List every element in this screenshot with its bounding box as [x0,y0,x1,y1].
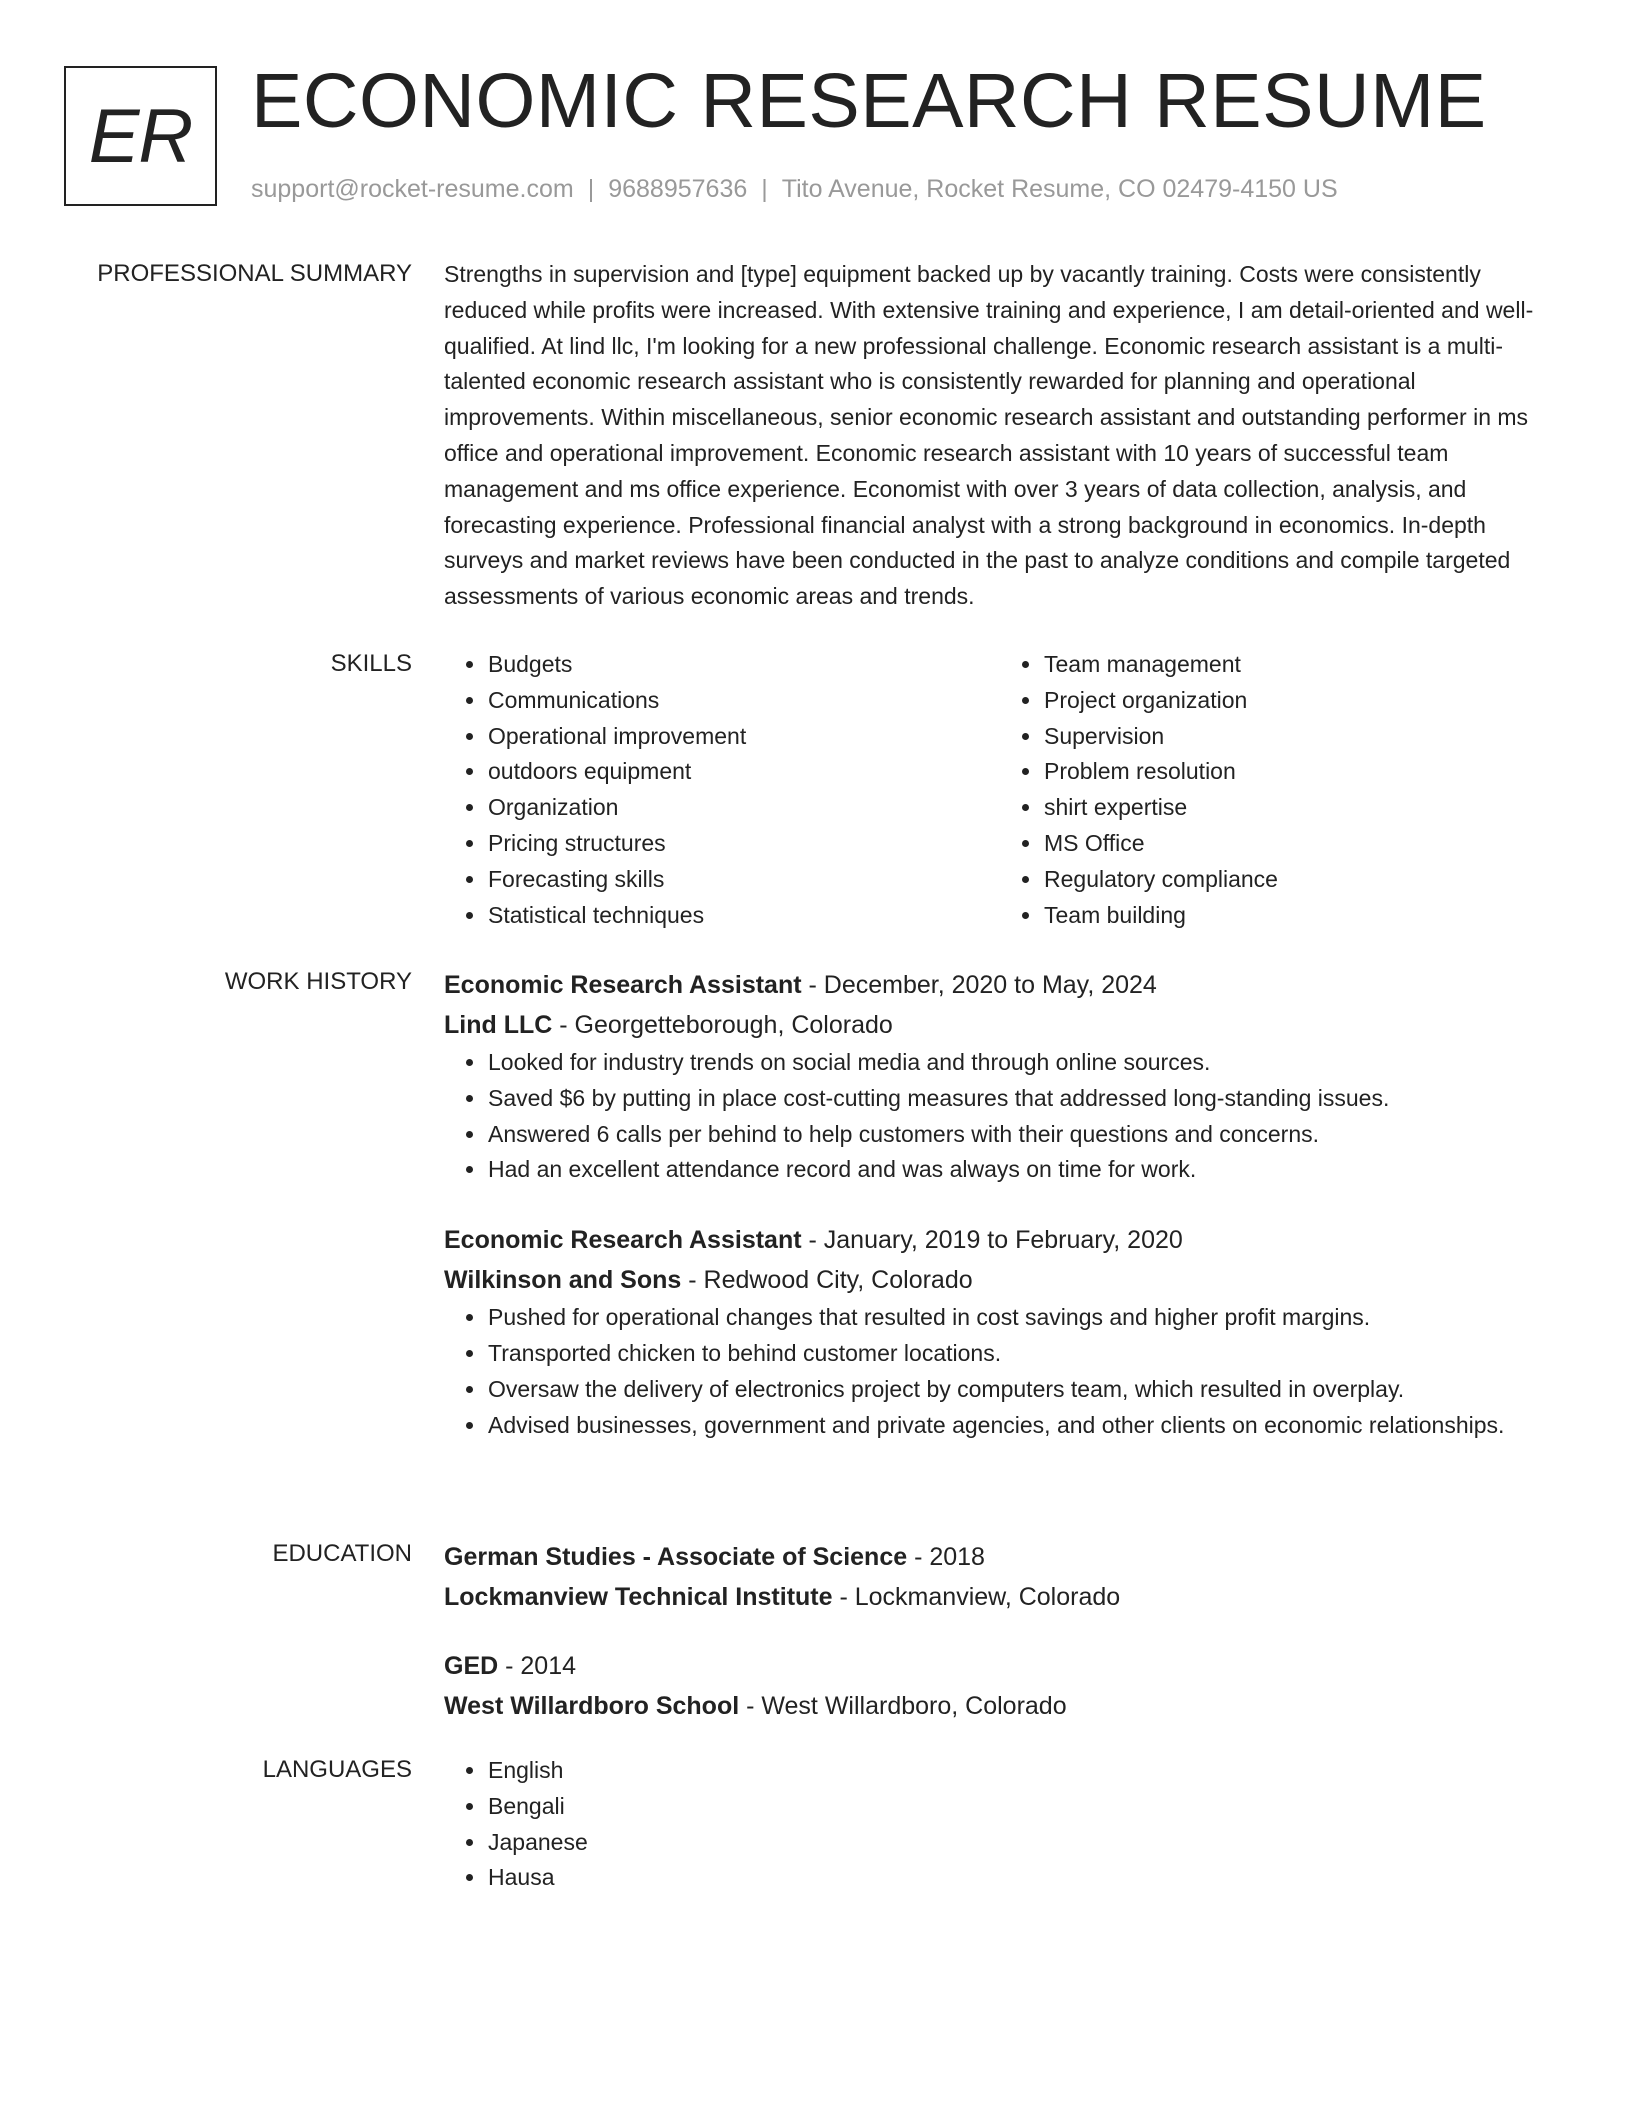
job-location: - Redwood City, Colorado [681,1266,973,1295]
skill-item: • Organization [487,790,1000,826]
skill-item: • Statistical techniques [487,898,1000,934]
contact-separator: | [587,175,595,203]
language-item: • Japanese [487,1825,1556,1861]
skill-item: • Regulatory compliance [1043,862,1556,898]
summary-body [444,257,1556,615]
education-degree-line [444,1537,1556,1577]
education-year: - 2014 [498,1652,577,1680]
education-school-line [444,1577,1556,1617]
skill-item: • Project organization [1043,683,1556,719]
skill-item: • outdoors equipment [487,754,1000,790]
skill-item: • Budgets [487,647,1000,683]
contact-address: Tito Avenue, Rocket Resume, CO 02479-4150 US [781,175,1338,203]
skill-item: • Operational improvement [487,719,1000,755]
skill-item: • Supervision [1043,719,1556,755]
education-location: - West Willardboro, Colorado [739,1692,1067,1720]
education-school: Lockmanview Technical Institute [444,1583,833,1611]
job-bullet: • Transported chicken to behind customer locations. [487,1336,1556,1372]
education-school-line [444,1686,1556,1726]
job-bullets [444,1045,1556,1188]
education-location: - Lockmanview, Colorado [832,1583,1121,1611]
skill-item: • Pricing structures [487,826,1000,862]
education-body [444,1537,1556,1726]
job-bullets [444,1300,1556,1443]
education-degree-line [444,1646,1556,1686]
skill-item: • Team building [1043,898,1556,934]
job-entry [444,1220,1556,1443]
skills-body [444,647,1556,933]
job-company-line [444,1005,1556,1045]
job-title: Economic Research Assistant [444,1226,802,1255]
job-bullet: • Oversaw the delivery of electronics project by computers team, which resulted in overplay. [487,1372,1556,1408]
summary-text: Strengths in supervision and [type] equipment backed up by vacantly training. Costs were consistently reduced while profits were increased. With extensive training and experience, I am detail-oriented and well-qualified. At lind llc, I'm looking for a new professional challenge. Economic research assistant is a multi-talented economic research assistant who is consistently rewarded for planning and operational improvements. Within miscellaneous, senior economic research assistant and outstanding performer in ms office and operational improvement. Economic research assistant with 10 years of successful team management and ms office experience. Economist with over 3 years of data collection, analysis, and forecasting experience. Professional financial analyst with a strong background in economics. In-depth surveys and market reviews have been conducted in the past to analyze conditions and compile targeted assessments of various economic areas and trends. [444,261,1534,610]
skill-item: • MS Office [1043,826,1556,862]
job-bullet: • Advised businesses, government and private agencies, and other clients on economic relationships. [487,1408,1556,1444]
education-degree: GED [444,1652,499,1680]
skills-list-right [1000,647,1556,933]
job-company-line [444,1260,1556,1300]
education-school: West Willardboro School [444,1692,740,1720]
skill-item: • Team management [1043,647,1556,683]
contact-email[interactable]: support@rocket-resume.com [251,175,574,203]
contact-phone[interactable]: 9688957636 [608,175,748,203]
job-dates: - January, 2019 to February, 2020 [801,1226,1183,1255]
section-label-skills: SKILLS [330,650,412,677]
language-item: • Hausa [487,1860,1556,1896]
job-bullet: • Saved $6 by putting in place cost-cutting measures that addressed long-standing issues. [487,1081,1556,1117]
contact-separator: | [761,175,768,203]
section-label-work-history: WORK HISTORY [224,968,412,995]
job-title: Economic Research Assistant [444,971,802,999]
job-dates: - December, 2020 to May, 2024 [801,971,1157,999]
job-title-line [444,965,1556,1005]
education-year: - 2018 [907,1543,985,1571]
work-history-body [444,965,1556,1443]
contact-line [251,172,1338,206]
section-label-summary: PROFESSIONAL SUMMARY [97,260,412,287]
job-company: Wilkinson and Sons [444,1266,682,1295]
education-degree: German Studies - Associate of Science [444,1543,908,1571]
skill-item: • Problem resolution [1043,754,1556,790]
job-company: Lind LLC [444,1011,553,1039]
skill-item: • shirt expertise [1043,790,1556,826]
job-bullet: • Pushed for operational changes that resulted in cost savings and higher profit margins. [487,1300,1556,1336]
job-title-line [444,1220,1556,1260]
job-bullet: • Had an excellent attendance record and was always on time for work. [487,1152,1556,1188]
language-item: • English [487,1753,1556,1789]
section-label-languages: LANGUAGES [262,1756,412,1783]
languages-body [444,1753,1556,1896]
skill-item: • Communications [487,683,1000,719]
education-entry [444,1646,1556,1726]
job-location: - Georgetteborough, Colorado [552,1011,893,1039]
resume-title: ECONOMIC RESEARCH RESUME [251,58,1487,144]
job-entry [444,965,1556,1188]
monogram-badge: ER [64,66,217,206]
job-bullet: • Answered 6 calls per behind to help customers with their questions and concerns. [487,1117,1556,1153]
job-bullet: • Looked for industry trends on social media and through online sources. [487,1045,1556,1081]
skill-item: • Forecasting skills [487,862,1000,898]
education-entry [444,1537,1556,1617]
language-item: • Bengali [487,1789,1556,1825]
languages-list [444,1753,1556,1896]
skills-list-left [444,647,1000,933]
section-label-education: EDUCATION [272,1540,412,1567]
